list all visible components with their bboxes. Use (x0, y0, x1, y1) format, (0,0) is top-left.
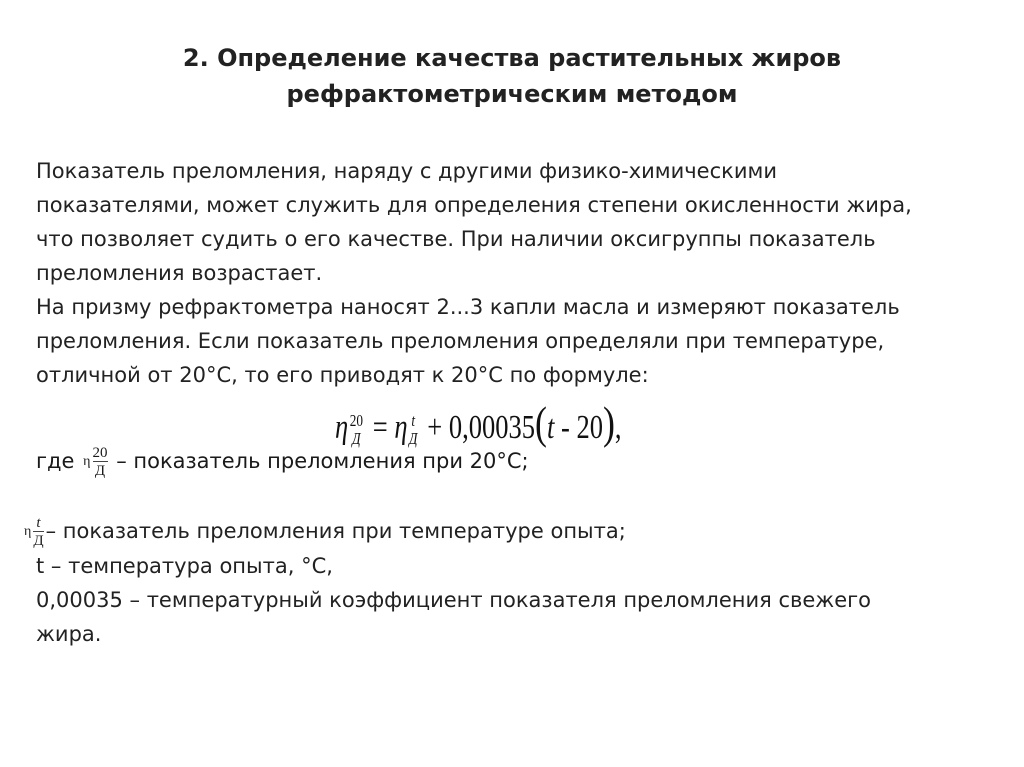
formula-index-t: t Д (409, 411, 418, 449)
formula-index-20: 20 Д (349, 411, 363, 449)
eta-20-symbol: η $\frac{20}{Д}$ (83, 445, 108, 479)
formula-20: 20 (576, 409, 603, 446)
paragraph-line: Показатель преломления, наряду с другими физико-химическими (36, 159, 777, 183)
title-line-1: 2. Определение качества растительных жиров (182, 44, 842, 72)
paragraph-line: На призму рефрактометра наносят 2...3 капли масла и измеряют показатель (36, 295, 900, 319)
formula-coefficient: 0,00035 (448, 409, 536, 446)
title-line-2: рефрактометрическим методом (286, 80, 738, 108)
definition-eta-t-text: – показатель преломления при температуре опыта; (45, 519, 626, 543)
formula-close-paren: ) (602, 397, 615, 448)
paragraph-line: что позволяет судить о его качестве. При наличии оксигруппы показатель (36, 227, 876, 251)
body-paragraph (36, 154, 996, 392)
formula-eta: η (394, 409, 408, 446)
paragraph-line: преломления возрастает. (36, 261, 323, 285)
formula-t: t (546, 409, 555, 446)
where-prefix: где (36, 449, 75, 473)
definition-line: 0,00035 – температурный коэффициент показателя преломления свежего (36, 588, 872, 612)
formula-eta: η (335, 409, 349, 446)
where-description: – показатель преломления при 20°С; (116, 449, 529, 473)
paragraph-line: показателями, может служить для определения степени окисленности жира, (36, 193, 912, 217)
definition-eta-t (22, 514, 982, 549)
formula-equals: = (372, 409, 388, 446)
definition-line: жира. (36, 622, 102, 646)
formula-open-paren: ( (535, 397, 547, 448)
paragraph-line: преломления. Если показатель преломления определяли при температуре, (36, 329, 885, 353)
where-line (36, 444, 529, 504)
eta-t-symbol: η $\frac{t}{Д}$ (24, 515, 44, 549)
paragraph-line: отличной от 20°С, то его приводят к 20°С по формуле: (36, 363, 649, 387)
formula-plus: + (427, 409, 443, 446)
formula-minus: - (560, 409, 570, 446)
formula-comma: , (614, 409, 622, 446)
definition-line: t – температура опыта, °С, (36, 554, 333, 578)
definitions (24, 514, 996, 651)
slide-title (0, 40, 1024, 112)
